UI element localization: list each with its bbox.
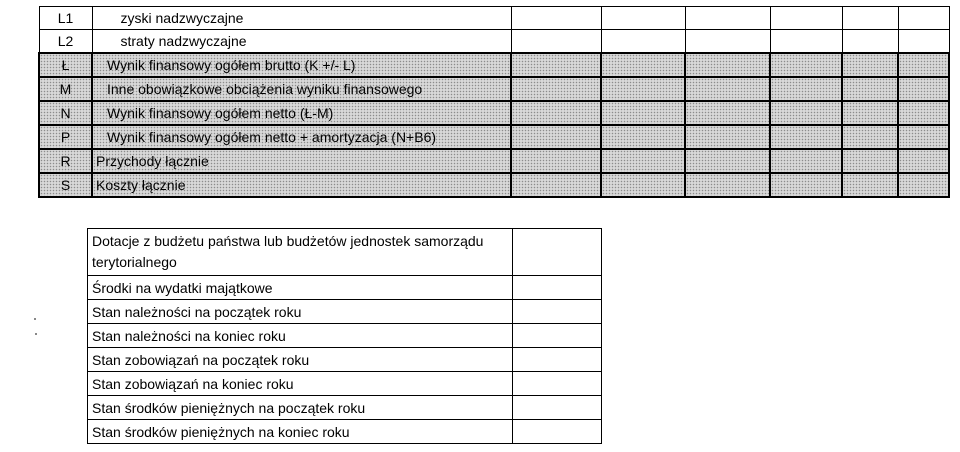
value-cell[interactable] <box>842 7 898 30</box>
table-row <box>39 30 949 54</box>
row-label: Dotacje z budżetu państwa lub budżetów jednostek samorządu terytorialnego <box>88 229 513 276</box>
row-code: N <box>39 101 92 125</box>
value-cell[interactable] <box>770 173 842 197</box>
value-cell[interactable] <box>898 173 949 197</box>
value-cell[interactable] <box>685 30 770 54</box>
table-row <box>88 276 602 300</box>
row-label: Stan należności na koniec roku <box>88 324 513 348</box>
value-cell[interactable] <box>842 149 898 173</box>
value-cell[interactable] <box>842 125 898 149</box>
row-code: L2 <box>39 30 92 54</box>
value-cell[interactable] <box>685 101 770 125</box>
value-cell[interactable] <box>898 30 949 54</box>
value-cell[interactable] <box>601 53 685 77</box>
value-cell[interactable] <box>770 30 842 54</box>
value-cell[interactable] <box>898 77 949 101</box>
value-cell[interactable] <box>842 30 898 54</box>
row-label: Wynik finansowy ogółem brutto (K +/- L) <box>92 53 511 77</box>
value-cell[interactable] <box>898 7 949 30</box>
value-cell[interactable] <box>513 229 602 276</box>
value-cell[interactable] <box>685 77 770 101</box>
value-cell[interactable] <box>511 101 601 125</box>
value-cell[interactable] <box>511 125 601 149</box>
value-cell[interactable] <box>842 53 898 77</box>
table-row <box>88 396 602 420</box>
value-cell[interactable] <box>685 173 770 197</box>
row-label: Inne obowiązkowe obciążenia wyniku finansowego <box>92 77 511 101</box>
value-cell[interactable] <box>770 77 842 101</box>
table-row <box>39 53 949 77</box>
balance-items-table <box>87 228 602 444</box>
table-row <box>39 173 949 197</box>
value-cell[interactable] <box>770 101 842 125</box>
row-code: P <box>39 125 92 149</box>
row-label: Wynik finansowy ogółem netto (Ł-M) <box>92 101 511 125</box>
table-row <box>88 348 602 372</box>
table-row <box>39 7 949 30</box>
value-cell[interactable] <box>898 101 949 125</box>
value-cell[interactable] <box>601 149 685 173</box>
row-label: Stan należności na początek roku <box>88 300 513 324</box>
row-label: Stan środków pieniężnych na koniec roku <box>88 420 513 444</box>
row-code: S <box>39 173 92 197</box>
value-cell[interactable] <box>898 125 949 149</box>
value-cell[interactable] <box>770 53 842 77</box>
value-cell[interactable] <box>685 149 770 173</box>
row-label: Przychody łącznie <box>92 149 511 173</box>
table-row <box>39 149 949 173</box>
value-cell[interactable] <box>601 125 685 149</box>
value-cell[interactable] <box>601 77 685 101</box>
table-row <box>88 420 602 444</box>
row-code: L1 <box>39 7 92 30</box>
value-cell[interactable] <box>511 173 601 197</box>
value-cell[interactable] <box>511 77 601 101</box>
value-cell[interactable] <box>770 149 842 173</box>
row-label: Stan środków pieniężnych na początek roku <box>88 396 513 420</box>
row-label: zyski nadzwyczajne <box>92 7 511 30</box>
value-cell[interactable] <box>601 7 685 30</box>
value-cell[interactable] <box>842 77 898 101</box>
value-cell[interactable] <box>513 372 602 396</box>
row-label: Wynik finansowy ogółem netto + amortyzacja (N+B6) <box>92 125 511 149</box>
value-cell[interactable] <box>511 53 601 77</box>
value-cell[interactable] <box>685 7 770 30</box>
value-cell[interactable] <box>513 396 602 420</box>
table-row <box>88 372 602 396</box>
value-cell[interactable] <box>513 276 602 300</box>
table-row <box>88 324 602 348</box>
value-cell[interactable] <box>685 53 770 77</box>
value-cell[interactable] <box>511 7 601 30</box>
row-code: R <box>39 149 92 173</box>
value-cell[interactable] <box>511 149 601 173</box>
row-label: Środki na wydatki majątkowe <box>88 276 513 300</box>
value-cell[interactable] <box>601 173 685 197</box>
value-cell[interactable] <box>842 101 898 125</box>
value-cell[interactable] <box>842 173 898 197</box>
table-row <box>88 300 602 324</box>
table-row <box>39 101 949 125</box>
row-label: Stan zobowiązań na początek roku <box>88 348 513 372</box>
value-cell[interactable] <box>898 53 949 77</box>
value-cell[interactable] <box>770 7 842 30</box>
value-cell[interactable] <box>513 324 602 348</box>
value-cell[interactable] <box>898 149 949 173</box>
value-cell[interactable] <box>601 101 685 125</box>
row-label: Koszty łącznie <box>92 173 511 197</box>
value-cell[interactable] <box>513 420 602 444</box>
row-label: straty nadzwyczajne <box>92 30 511 54</box>
table-row <box>39 125 949 149</box>
row-code: M <box>39 77 92 101</box>
value-cell[interactable] <box>601 30 685 54</box>
table-row <box>39 77 949 101</box>
value-cell[interactable] <box>513 300 602 324</box>
row-label: Stan zobowiązań na koniec roku <box>88 372 513 396</box>
financial-results-table <box>38 6 950 198</box>
scan-mark <box>34 318 36 320</box>
value-cell[interactable] <box>511 30 601 54</box>
value-cell[interactable] <box>513 348 602 372</box>
scan-mark <box>35 333 37 335</box>
table-row <box>88 229 602 276</box>
value-cell[interactable] <box>770 125 842 149</box>
row-code: Ł <box>39 53 92 77</box>
value-cell[interactable] <box>685 125 770 149</box>
